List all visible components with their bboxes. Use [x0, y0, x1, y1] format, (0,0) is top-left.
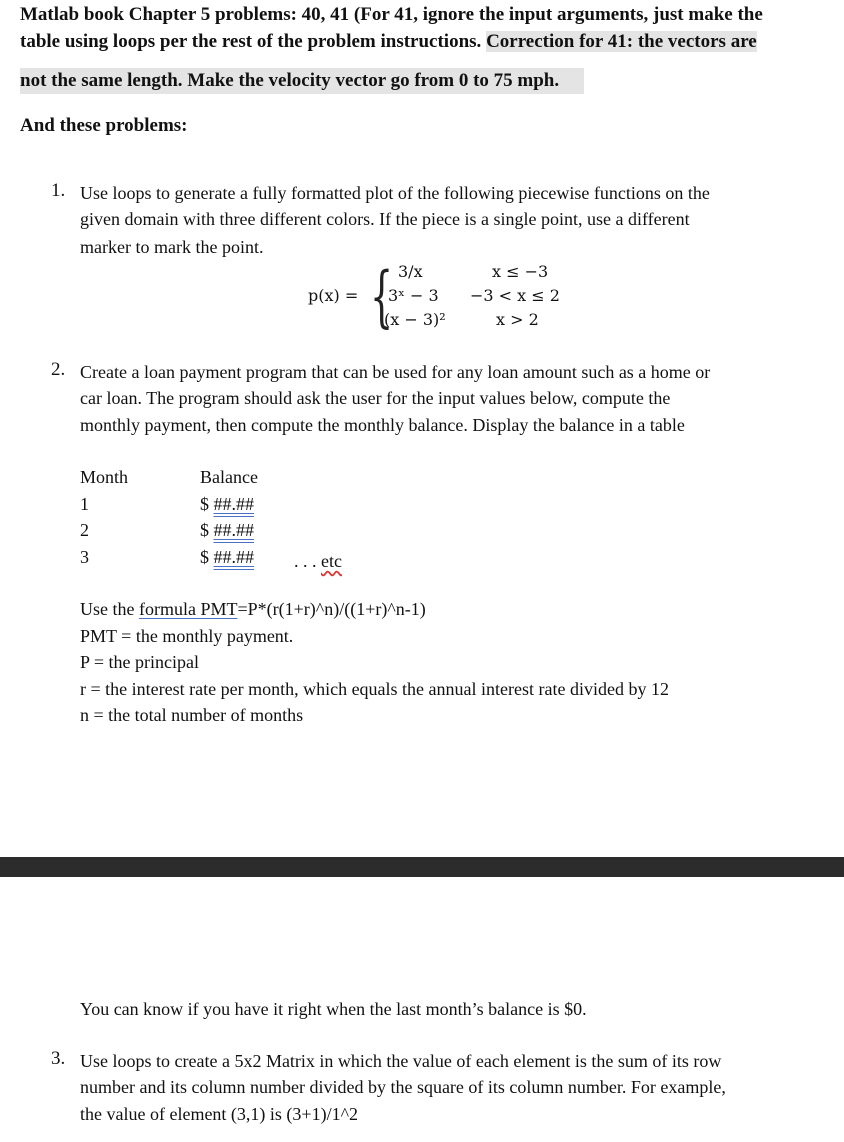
balance-value: ##.##	[213, 494, 254, 514]
column-header-balance: Balance	[200, 467, 258, 487]
formula-prefix: Use the	[80, 599, 139, 619]
left-brace: {	[370, 258, 394, 335]
table-row-3-balance	[200, 544, 254, 570]
problem-1-line-3: marker to mark the point.	[80, 237, 264, 257]
problem-3-line-2: number and its column number divided by the square of its column number. For example,	[80, 1077, 726, 1097]
problem-3-line-3: the value of element (3,1) is (3+1)/1^2	[80, 1104, 359, 1124]
balance-prefix: $	[200, 520, 214, 540]
balance-prefix: $	[200, 547, 214, 567]
table-row-2-month: 2	[80, 520, 89, 540]
piece-2-cond: −3 < x ≤ 2	[470, 286, 560, 305]
problem-3-line-1: Use loops to create a 5x2 Matrix in which the value of each element is the sum of its row	[80, 1051, 722, 1071]
page-separator	[0, 857, 844, 877]
formula-expression: =P*(r(1+r)^n)/((1+r)^n-1)	[237, 599, 426, 619]
problem-1-number: 1.	[51, 180, 66, 201]
definition-pmt: PMT = the monthly payment.	[80, 626, 294, 646]
piece-2-expr: 3ˣ − 3	[388, 286, 439, 305]
correction-highlight: Correction for 41: the vectors are	[486, 31, 757, 52]
problem-2-line-3: monthly payment, then compute the monthly balance. Display the balance in a table	[80, 415, 685, 435]
problem-1-line-2: given domain with three different colors. If the piece is a single point, use a different	[80, 209, 690, 229]
and-these-problems: And these problems:	[20, 115, 188, 136]
column-header-month: Month	[80, 467, 129, 487]
problem-2-line-2: car loan. The program should ask the user for the input values below, compute the	[80, 388, 671, 408]
problem-2-line-1: Create a loan payment program that can be used for any loan amount such as a home or	[80, 362, 711, 382]
balance-check-note: You can know if you have it right when the last month’s balance is $0.	[80, 999, 587, 1019]
header-line-2	[20, 29, 757, 55]
table-row-1-balance	[200, 491, 254, 517]
formula-link: formula PMT	[138, 599, 238, 619]
formula-line	[80, 596, 426, 622]
header-line-1: Matlab book Chapter 5 problems: 40, 41 (For 41, ignore the input arguments, just make the	[20, 4, 763, 25]
definition-n: n = the total number of months	[80, 705, 304, 725]
balance-prefix: $	[200, 494, 214, 514]
piece-1-cond: x ≤ −3	[492, 262, 549, 281]
balance-value: ##.##	[213, 520, 254, 540]
table-row-2-balance	[200, 517, 254, 543]
etc-word: etc	[321, 551, 342, 571]
etc-marker	[294, 548, 342, 574]
piece-3-cond: x > 2	[496, 310, 539, 329]
piece-3-expr: (x − 3)²	[384, 310, 446, 329]
equation-lhs: p(x) =	[308, 286, 359, 305]
problem-2-number: 2.	[51, 359, 66, 380]
table-row-3-month: 3	[80, 547, 89, 567]
header-line-3: not the same length. Make the velocity vector go from 0 to 75 mph.	[20, 70, 560, 91]
header-line-2-text: table using loops per the rest of the problem instructions.	[20, 31, 487, 52]
problem-3-number: 3.	[51, 1048, 66, 1069]
etc-dots: . . .	[294, 551, 321, 571]
balance-value: ##.##	[213, 547, 254, 567]
piece-1-expr: 3/x	[398, 262, 423, 281]
problem-1-line-1: Use loops to generate a fully formatted plot of the following piecewise functions on the	[80, 183, 710, 203]
definition-p: P = the principal	[80, 652, 199, 672]
definition-r: r = the interest rate per month, which equals the annual interest rate divided by 12	[80, 679, 669, 699]
table-row-1-month: 1	[80, 494, 89, 514]
